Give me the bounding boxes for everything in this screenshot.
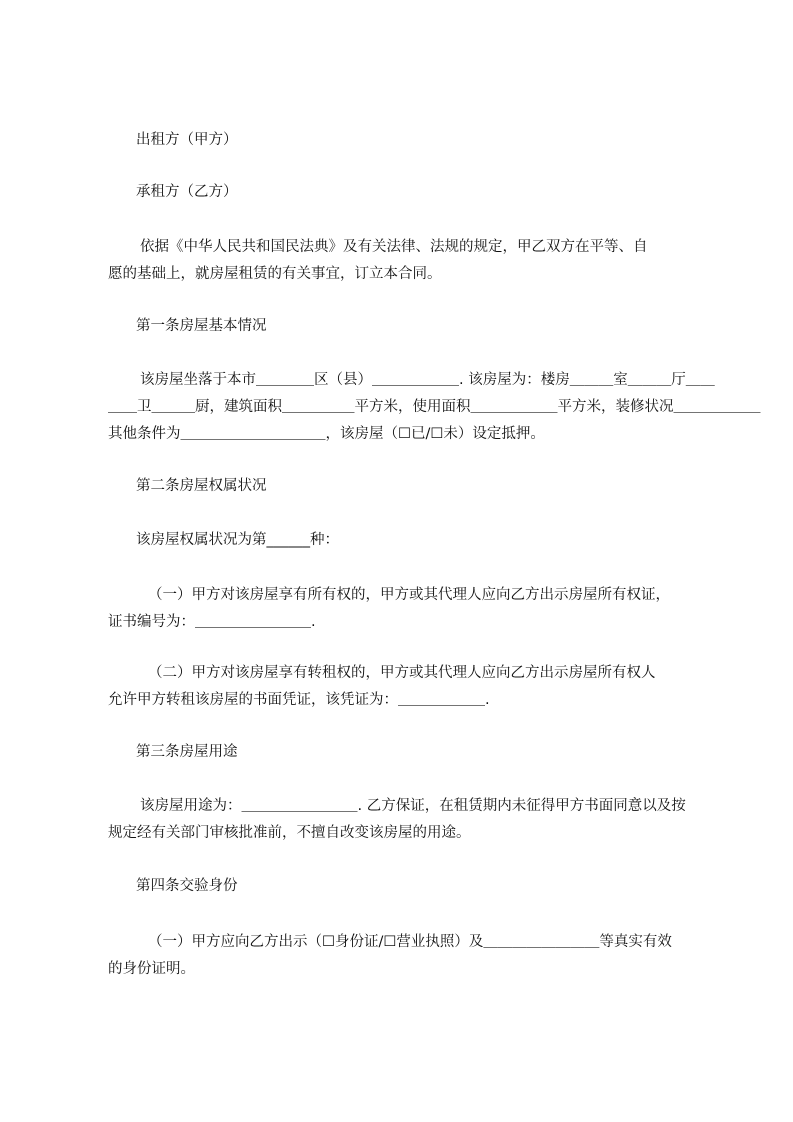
article-4-heading — [108, 873, 700, 900]
text-line: 承租方（乙方） — [136, 184, 238, 200]
text-line: 的身份证明。 — [108, 961, 195, 977]
text-line: （二）甲方对该房屋享有转租权的，甲方或其代理人应向乙方出示房屋所有权人 — [148, 665, 656, 681]
text-line: 愿的基础上，就房屋租赁的有关事宜，订立本合同。 — [108, 266, 442, 282]
text-line: 该房屋权属状况为第______种： — [136, 532, 339, 548]
article-3-paragraph — [108, 793, 700, 847]
text-line: 该房屋用途为：＿＿＿＿＿＿＿＿. 乙方保证，在租赁期内未征得甲方书面同意以及按 — [140, 798, 686, 814]
text-line: 第二条房屋权属状况 — [136, 478, 267, 494]
text-line: 规定经有关部门审核批准前，不擅自改变该房屋的用途。 — [108, 825, 471, 841]
article-3-heading — [108, 739, 700, 766]
article-1-heading — [108, 313, 700, 340]
text-line: （一）甲方应向乙方出示（☐身份证/☐营业执照）及＿＿＿＿＿＿＿＿等真实有效 — [148, 934, 672, 950]
article-4-clause-1 — [108, 929, 700, 983]
article-2-heading — [108, 473, 700, 500]
text-line: ＿＿卫＿＿＿厨，建筑面积＿＿＿＿＿平方米，使用面积＿＿＿＿＿＿平方米，装修状况＿＿＿＿＿＿ — [108, 399, 761, 415]
article-2-clause-1 — [108, 582, 700, 636]
text-line: （一）甲方对该房屋享有所有权的，甲方或其代理人应向乙方出示房屋所有权证， — [148, 587, 670, 603]
article-2-intro — [108, 527, 700, 554]
text-line: 出租方（甲方） — [136, 132, 238, 148]
text-line: 证书编号为：＿＿＿＿＿＿＿＿. — [108, 614, 316, 630]
lessee-label — [108, 179, 700, 206]
preamble-paragraph — [108, 234, 700, 288]
text-line: 允许甲方转租该房屋的书面凭证，该凭证为：＿＿＿＿＿＿. — [108, 692, 490, 708]
article-1-paragraph — [108, 367, 761, 448]
text-line: 第四条交验身份 — [136, 878, 238, 894]
text-line: 第三条房屋用途 — [136, 744, 238, 760]
text-line: 其他条件为＿＿＿＿＿＿＿＿＿＿，该房屋（☐已/☐未）设定抵押。 — [108, 426, 545, 442]
article-2-clause-2 — [108, 660, 700, 714]
text-line: 依据《中华人民共和国民法典》及有关法律、法规的规定，甲乙双方在平等、自 — [140, 239, 648, 255]
text-line: 第一条房屋基本情况 — [136, 318, 267, 334]
lessor-label — [108, 127, 700, 154]
text-line: 该房屋坐落于本市＿＿＿＿区（县）＿＿＿＿＿＿. 该房屋为：楼房＿＿＿室＿＿＿厅＿＿ — [140, 372, 715, 388]
